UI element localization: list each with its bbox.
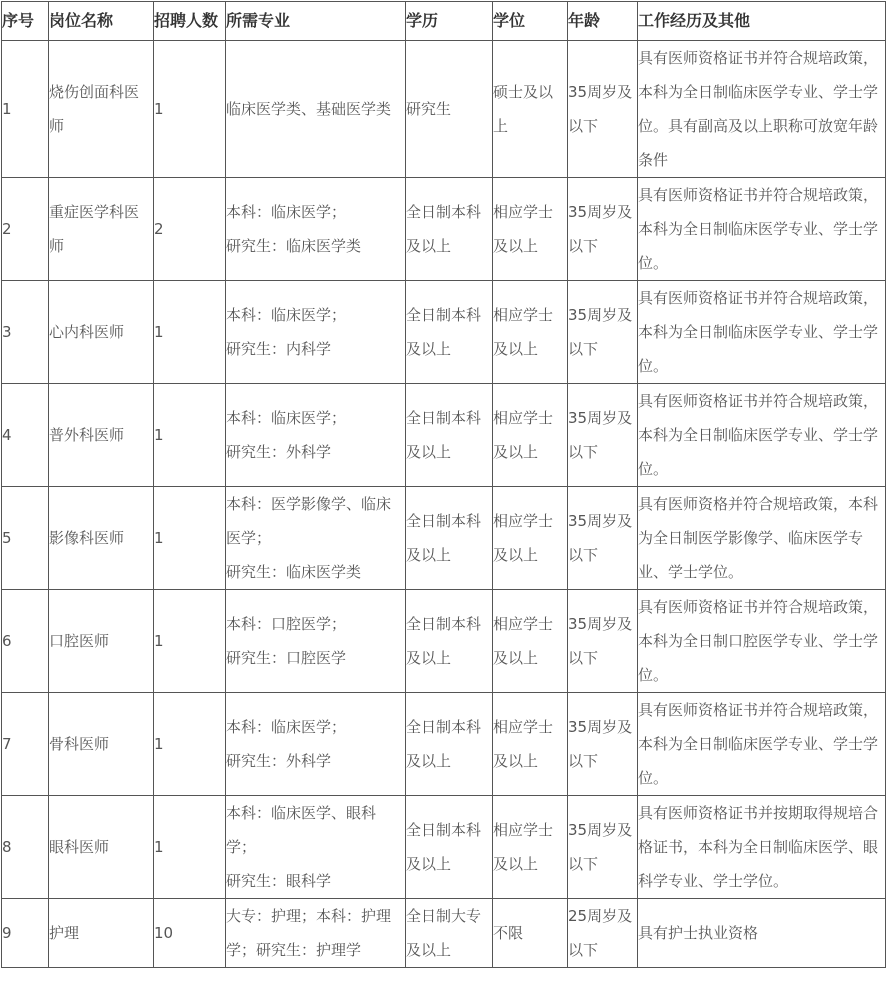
cell-major <box>226 487 406 590</box>
cell-position: 眼科医师 <box>49 796 154 899</box>
cell-seq: 5 <box>2 487 49 590</box>
cell-count: 1 <box>154 487 226 590</box>
cell-count: 1 <box>154 281 226 384</box>
cell-requirements: 具有医师资格并符合规培政策，本科为全日制医学影像学、临床医学专业、学士学位。 <box>638 487 886 590</box>
cell-seq: 7 <box>2 693 49 796</box>
table-row <box>2 384 886 487</box>
header-age: 年龄 <box>568 2 638 41</box>
recruitment-table <box>1 1 886 968</box>
cell-major: 临床医学类、基础医学类 <box>226 41 406 178</box>
cell-count: 1 <box>154 384 226 487</box>
table-row <box>2 178 886 281</box>
header-position: 岗位名称 <box>49 2 154 41</box>
major-line: 本科：临床医学； <box>226 409 347 427</box>
cell-seq: 1 <box>2 41 49 178</box>
cell-degree: 相应学士及以上 <box>493 796 568 899</box>
cell-major <box>226 281 406 384</box>
cell-degree: 相应学士及以上 <box>493 281 568 384</box>
header-requirements: 工作经历及其他 <box>638 2 886 41</box>
cell-major <box>226 796 406 899</box>
cell-requirements: 具有医师资格证书并符合规培政策，本科为全日制临床医学专业、学士学位。 <box>638 281 886 384</box>
cell-count: 1 <box>154 41 226 178</box>
cell-position: 心内科医师 <box>49 281 154 384</box>
table-row <box>2 487 886 590</box>
table-row <box>2 693 886 796</box>
major-line: 研究生：眼科学 <box>226 872 332 890</box>
header-row <box>2 2 886 41</box>
cell-education: 全日制本科及以上 <box>406 590 493 693</box>
cell-education: 全日制本科及以上 <box>406 693 493 796</box>
cell-position: 骨科医师 <box>49 693 154 796</box>
cell-age: 35周岁及以下 <box>568 178 638 281</box>
cell-seq: 2 <box>2 178 49 281</box>
major-line: 本科：医学影像学、临床医学； <box>226 495 392 547</box>
cell-education: 全日制本科及以上 <box>406 384 493 487</box>
cell-position: 口腔医师 <box>49 590 154 693</box>
table-row <box>2 281 886 384</box>
cell-seq: 9 <box>2 899 49 968</box>
major-line: 本科：临床医学、眼科学； <box>226 804 377 856</box>
header-education: 学历 <box>406 2 493 41</box>
cell-requirements: 具有医师资格证书并按期取得规培合格证书，本科为全日制临床医学、眼科学专业、学士学位。 <box>638 796 886 899</box>
major-line: 研究生：外科学 <box>226 752 332 770</box>
major-line: 本科：临床医学； <box>226 306 347 324</box>
cell-age: 25周岁及以下 <box>568 899 638 968</box>
cell-position: 重症医学科医师 <box>49 178 154 281</box>
major-line: 研究生：临床医学类 <box>226 237 362 255</box>
table-body <box>2 41 886 968</box>
table-row <box>2 899 886 968</box>
header-seq: 序号 <box>2 2 49 41</box>
cell-position: 护理 <box>49 899 154 968</box>
cell-age: 35周岁及以下 <box>568 487 638 590</box>
table-row <box>2 796 886 899</box>
cell-age: 35周岁及以下 <box>568 384 638 487</box>
cell-degree: 相应学士及以上 <box>493 693 568 796</box>
header-degree: 学位 <box>493 2 568 41</box>
cell-position: 影像科医师 <box>49 487 154 590</box>
cell-count: 1 <box>154 693 226 796</box>
major-line: 本科：口腔医学； <box>226 615 347 633</box>
cell-seq: 3 <box>2 281 49 384</box>
cell-major <box>226 693 406 796</box>
table-row <box>2 590 886 693</box>
cell-age: 35周岁及以下 <box>568 281 638 384</box>
major-line: 研究生：临床医学类 <box>226 563 362 581</box>
cell-age: 35周岁及以下 <box>568 693 638 796</box>
major-line: 本科：临床医学； <box>226 203 347 221</box>
major-line: 研究生：内科学 <box>226 340 332 358</box>
major-line: 研究生：外科学 <box>226 443 332 461</box>
cell-education: 全日制本科及以上 <box>406 796 493 899</box>
cell-position: 普外科医师 <box>49 384 154 487</box>
table-row <box>2 41 886 178</box>
major-line: 研究生：口腔医学 <box>226 649 347 667</box>
cell-requirements: 具有医师资格证书并符合规培政策，本科为全日制临床医学专业、学士学位。 <box>638 178 886 281</box>
cell-education: 全日制本科及以上 <box>406 487 493 590</box>
cell-age: 35周岁及以下 <box>568 796 638 899</box>
cell-count: 1 <box>154 796 226 899</box>
cell-age: 35周岁及以下 <box>568 41 638 178</box>
cell-degree: 相应学士及以上 <box>493 384 568 487</box>
cell-count: 2 <box>154 178 226 281</box>
cell-seq: 4 <box>2 384 49 487</box>
cell-position: 烧伤创面科医师 <box>49 41 154 178</box>
cell-degree: 相应学士及以上 <box>493 487 568 590</box>
cell-age: 35周岁及以下 <box>568 590 638 693</box>
cell-degree: 相应学士及以上 <box>493 590 568 693</box>
cell-seq: 6 <box>2 590 49 693</box>
cell-major <box>226 384 406 487</box>
cell-degree: 硕士及以上 <box>493 41 568 178</box>
cell-degree: 不限 <box>493 899 568 968</box>
cell-seq: 8 <box>2 796 49 899</box>
cell-education: 全日制大专及以上 <box>406 899 493 968</box>
cell-requirements: 具有医师资格证书并符合规培政策，本科为全日制临床医学专业、学士学位。 <box>638 384 886 487</box>
cell-education: 研究生 <box>406 41 493 178</box>
cell-requirements: 具有医师资格证书并符合规培政策，本科为全日制口腔医学专业、学士学位。 <box>638 590 886 693</box>
cell-requirements: 具有医师资格证书并符合规培政策，本科为全日制临床医学专业、学士学位。 <box>638 693 886 796</box>
cell-requirements: 具有护士执业资格 <box>638 899 886 968</box>
cell-major: 大专：护理；本科：护理学；研究生：护理学 <box>226 899 406 968</box>
header-count: 招聘人数 <box>154 2 226 41</box>
cell-count: 10 <box>154 899 226 968</box>
cell-education: 全日制本科及以上 <box>406 178 493 281</box>
cell-requirements: 具有医师资格证书并符合规培政策，本科为全日制临床医学专业、学士学位。具有副高及以上职称可放宽年龄条件 <box>638 41 886 178</box>
major-line: 本科：临床医学； <box>226 718 347 736</box>
cell-major <box>226 178 406 281</box>
cell-education: 全日制本科及以上 <box>406 281 493 384</box>
cell-degree: 相应学士及以上 <box>493 178 568 281</box>
header-major: 所需专业 <box>226 2 406 41</box>
cell-count: 1 <box>154 590 226 693</box>
cell-major <box>226 590 406 693</box>
